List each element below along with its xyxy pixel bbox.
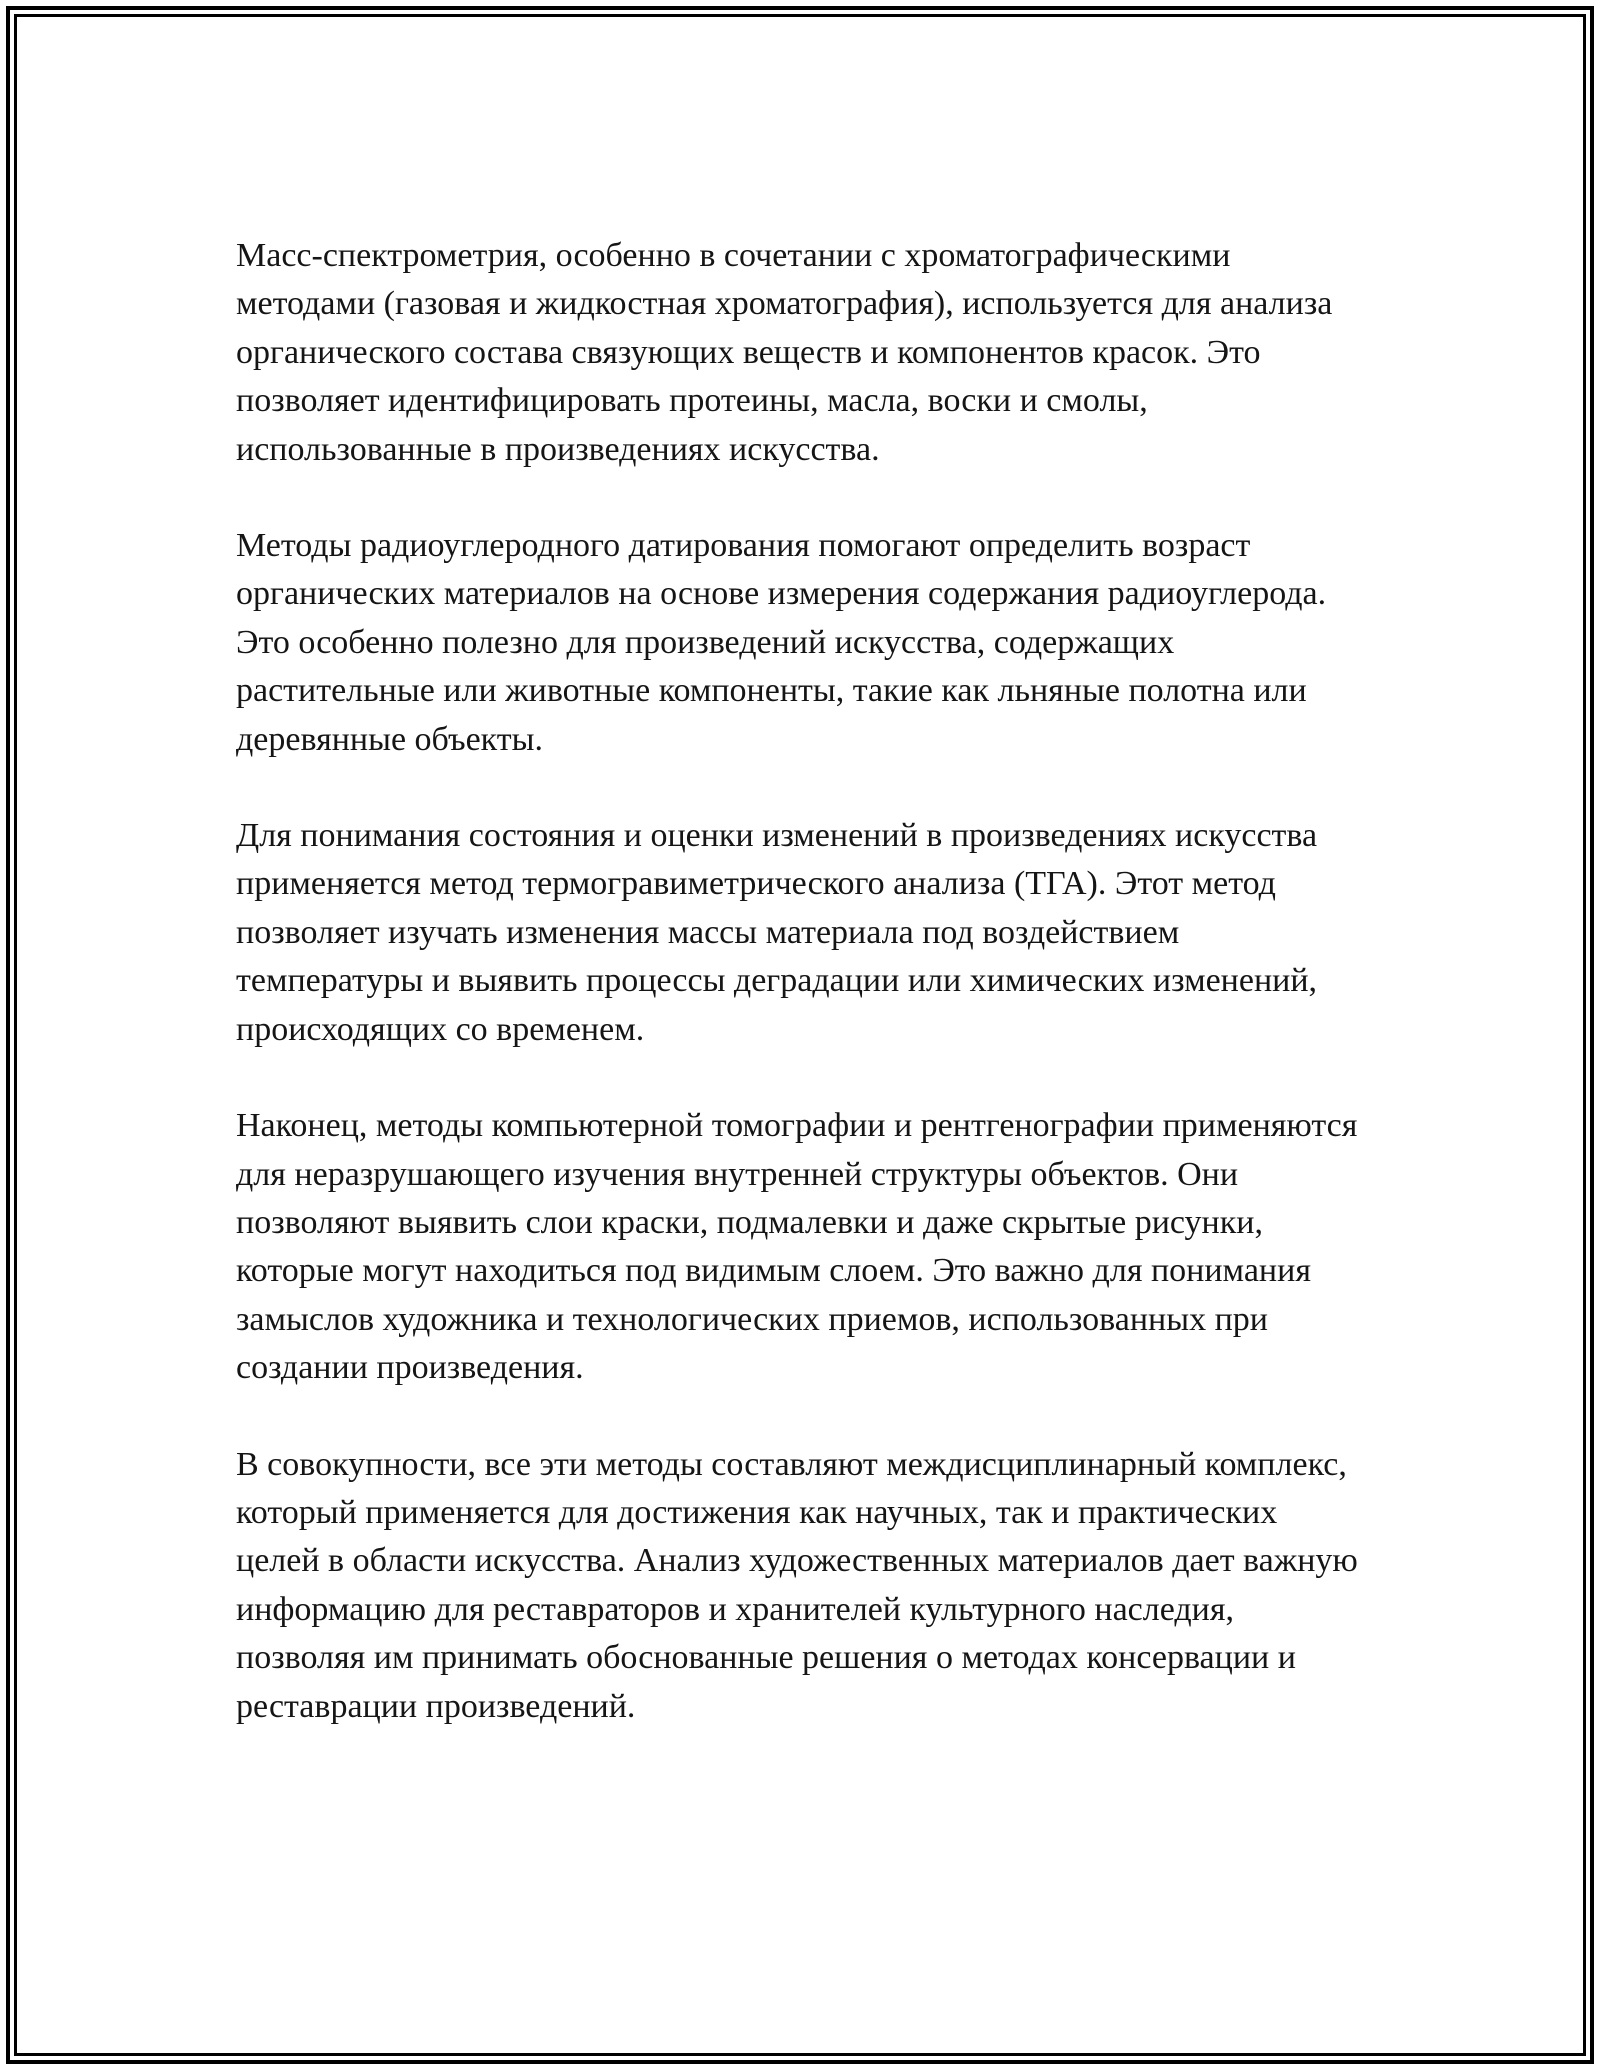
paragraph-tomography-radiography: Наконец, методы компьютерной томографии и рентгенографии применяются для неразрушающего изучения внутренней структуры объектов. Они позволяют выявить слои краски, подмалевки и даже скрытые рисунки, которые могут находиться под видимым слоем. Это важно для понимания замыслов художника и технологических приемов, использованных при создании произведения. (236, 1107, 1358, 1387)
document-body (236, 232, 1366, 1731)
paragraph-radiocarbon-dating: Методы радиоуглеродного датирования помогают определить возраст органических материалов на основе измерения содержания радиоуглерода. Это особенно полезно для произведений искусства, содержащих растительные или животные компоненты, такие как льняные полотна или деревянные объекты. (236, 527, 1327, 758)
paragraph-conclusion: В совокупности, все эти методы составляют междисциплинарный комплекс, который применяется для достижения как научных, так и практических целей в области искусства. Анализ художественных материалов дает важную информацию для реставраторов и хранителей культурного наследия, позволяя им принимать обоснованные решения о методах консервации и реставрации произведений. (236, 1445, 1358, 1725)
paragraph-mass-spectrometry: Масс-спектрометрия, особенно в сочетании с хроматографическими методами (газовая и жидкостная хроматография), используется для анализа органического состава связующих веществ и компонентов красок. Это позволяет идентифицировать протеины, масла, воски и смолы, использованные в произведениях искусства. (236, 237, 1333, 468)
paragraph-thermogravimetric-analysis: Для понимания состояния и оценки изменений в произведениях искусства применяется метод термогравиметрического анализа (ТГА). Этот метод позволяет изучать изменения массы материала под воздействием температуры и выявить процессы деградации или химических изменений, происходящих со временем. (236, 817, 1318, 1048)
